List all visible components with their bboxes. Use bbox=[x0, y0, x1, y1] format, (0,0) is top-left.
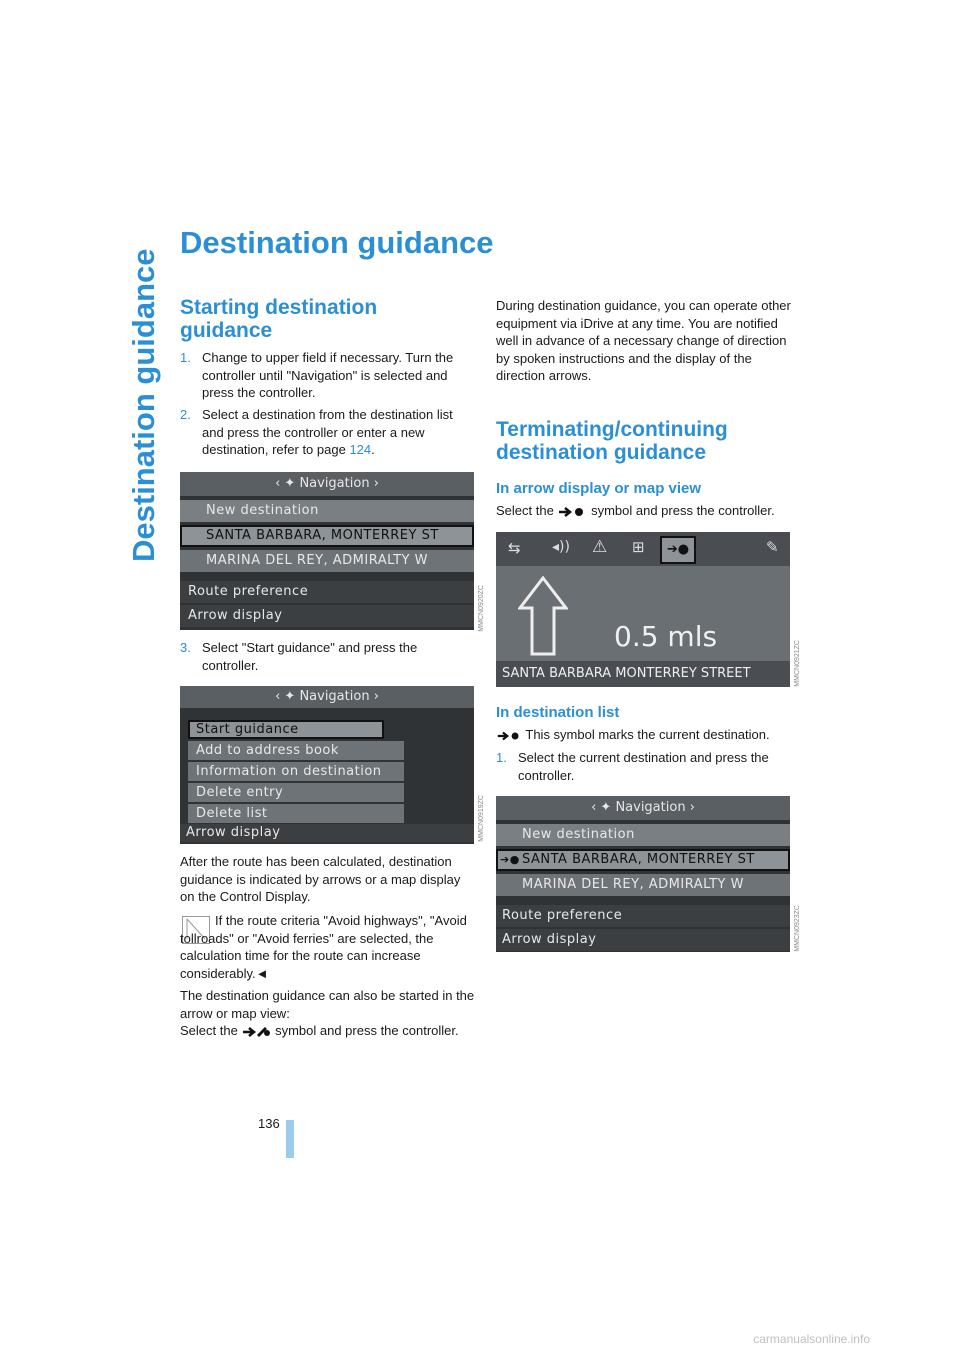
menu-item-route-preference[interactable]: Route preference bbox=[180, 581, 474, 603]
page-link[interactable]: 124 bbox=[349, 442, 372, 457]
step-text-end: . bbox=[371, 442, 375, 457]
step-text: Change to upper field if necessary. Turn the controller until "Navigation" is selected and press the controller. bbox=[202, 350, 454, 400]
footer-watermark: carmanualsonline.info bbox=[753, 1332, 870, 1346]
step-number: 1. bbox=[180, 350, 191, 365]
screen-header: ‹ ✦ Navigation › bbox=[180, 472, 474, 496]
image-code: MMCN0921ZC bbox=[794, 640, 801, 687]
current-destination-icon: ➔● bbox=[500, 853, 520, 866]
warning-icon[interactable]: ⚠ bbox=[592, 537, 608, 557]
page-number: 136 bbox=[258, 1116, 280, 1131]
menu-item-add-address-book[interactable]: Add to address book bbox=[188, 741, 404, 760]
section-heading-starting: Starting destination guidance bbox=[180, 296, 378, 342]
menu-item-arrow-display[interactable]: Arrow display bbox=[180, 605, 474, 627]
step-text: Select "Start guidance" and press the controller. bbox=[202, 640, 418, 673]
step-number: 1. bbox=[496, 750, 507, 765]
step-number: 2. bbox=[180, 407, 191, 422]
menu-item-route-preference[interactable]: Route preference bbox=[496, 905, 790, 927]
current-destination-icon bbox=[496, 730, 522, 742]
page-title: Destination guidance bbox=[180, 225, 494, 260]
guidance-symbol-icon bbox=[557, 506, 587, 518]
menu-item-arrow-display[interactable]: Arrow display bbox=[180, 824, 474, 842]
paragraph-also-started: The destination guidance can also be started in the arrow or map view: bbox=[180, 988, 475, 1021]
page-bar bbox=[286, 1120, 294, 1158]
toolbar bbox=[496, 532, 790, 566]
speaker-icon[interactable]: ◂)) bbox=[552, 539, 570, 555]
menu-item-destination[interactable]: SANTA BARBARA, MONTERREY ST bbox=[180, 525, 474, 547]
menu-item-arrow-display[interactable]: Arrow display bbox=[496, 929, 790, 951]
image-code: MMCN0920ZC bbox=[478, 585, 485, 632]
street-name: SANTA BARBARA MONTERREY STREET bbox=[496, 661, 790, 687]
step-number: 3. bbox=[180, 640, 191, 655]
traffic-icon[interactable]: ⊞ bbox=[632, 538, 645, 556]
screen-header: ‹ ✦ Navigation › bbox=[496, 796, 790, 820]
back-icon[interactable]: ⇆ bbox=[508, 539, 521, 557]
section-heading-terminating: Terminating/continuing destination guidance bbox=[496, 418, 728, 464]
note-text: If the route criteria "Avoid highways", "Avoid tollroads" or "Avoid ferries" are selected, the calculation time for the route can increase considerably.◄ bbox=[180, 913, 467, 981]
guidance-button[interactable]: ➔● bbox=[660, 536, 696, 564]
side-section-title: Destination guidance bbox=[126, 248, 161, 562]
menu-item-current-destination[interactable]: ➔● SANTA BARBARA, MONTERREY ST bbox=[496, 849, 790, 871]
menu-item-new-destination[interactable]: New destination bbox=[180, 500, 474, 522]
image-code: MMCN0923ZC bbox=[794, 905, 801, 952]
guidance-symbol-icon bbox=[241, 1026, 271, 1038]
subheading-arrow-display: In arrow display or map view bbox=[496, 480, 702, 497]
nav-screen-current-destination bbox=[496, 796, 790, 952]
paragraph-symbol-marks: This symbol marks the current destination. bbox=[496, 726, 796, 744]
menu-item-new-destination[interactable]: New destination bbox=[496, 824, 790, 846]
menu-item-delete-entry[interactable]: Delete entry bbox=[188, 783, 404, 802]
paragraph-select-symbol: Select the symbol and press the controller. bbox=[180, 1023, 459, 1038]
menu-item-delete-list[interactable]: Delete list bbox=[188, 804, 404, 823]
menu-item-destination[interactable]: MARINA DEL REY, ADMIRALTY W bbox=[496, 874, 790, 896]
arrow-display-screen bbox=[496, 532, 790, 687]
nav-screen-start-guidance bbox=[180, 686, 474, 844]
paragraph-select-symbol-right: Select the symbol and press the controller. bbox=[496, 503, 775, 518]
paragraph-during: During destination guidance, you can operate other equipment via iDrive at any time. You are notified well in advance of a necessary change of direction by spoken instructions and the display of the direction arrows. bbox=[496, 298, 791, 383]
image-code: MMCN0919ZC bbox=[478, 795, 485, 842]
menu-item-information[interactable]: Information on destination bbox=[188, 762, 404, 781]
menu-item-destination[interactable]: MARINA DEL REY, ADMIRALTY W bbox=[180, 550, 474, 572]
step-text: Select the current destination and press the controller. bbox=[518, 750, 769, 783]
nav-screen-destination-list bbox=[180, 472, 474, 630]
settings-icon[interactable]: ✎ bbox=[766, 538, 779, 556]
end-marker: ◄ bbox=[255, 965, 269, 981]
distance-readout: 0.5 mls bbox=[614, 620, 718, 653]
screen-header: ‹ ✦ Navigation › bbox=[180, 686, 474, 708]
direction-arrow-icon bbox=[518, 576, 568, 656]
subheading-destination-list: In destination list bbox=[496, 704, 620, 721]
step-text: Select a destination from the destination list and press the controller or enter a new destination, refer to page bbox=[202, 407, 453, 457]
paragraph-after-route: After the route has been calculated, destination guidance is indicated by arrows or a map display on the Control Display. bbox=[180, 854, 461, 904]
menu-item-start-guidance[interactable]: Start guidance bbox=[188, 720, 384, 739]
